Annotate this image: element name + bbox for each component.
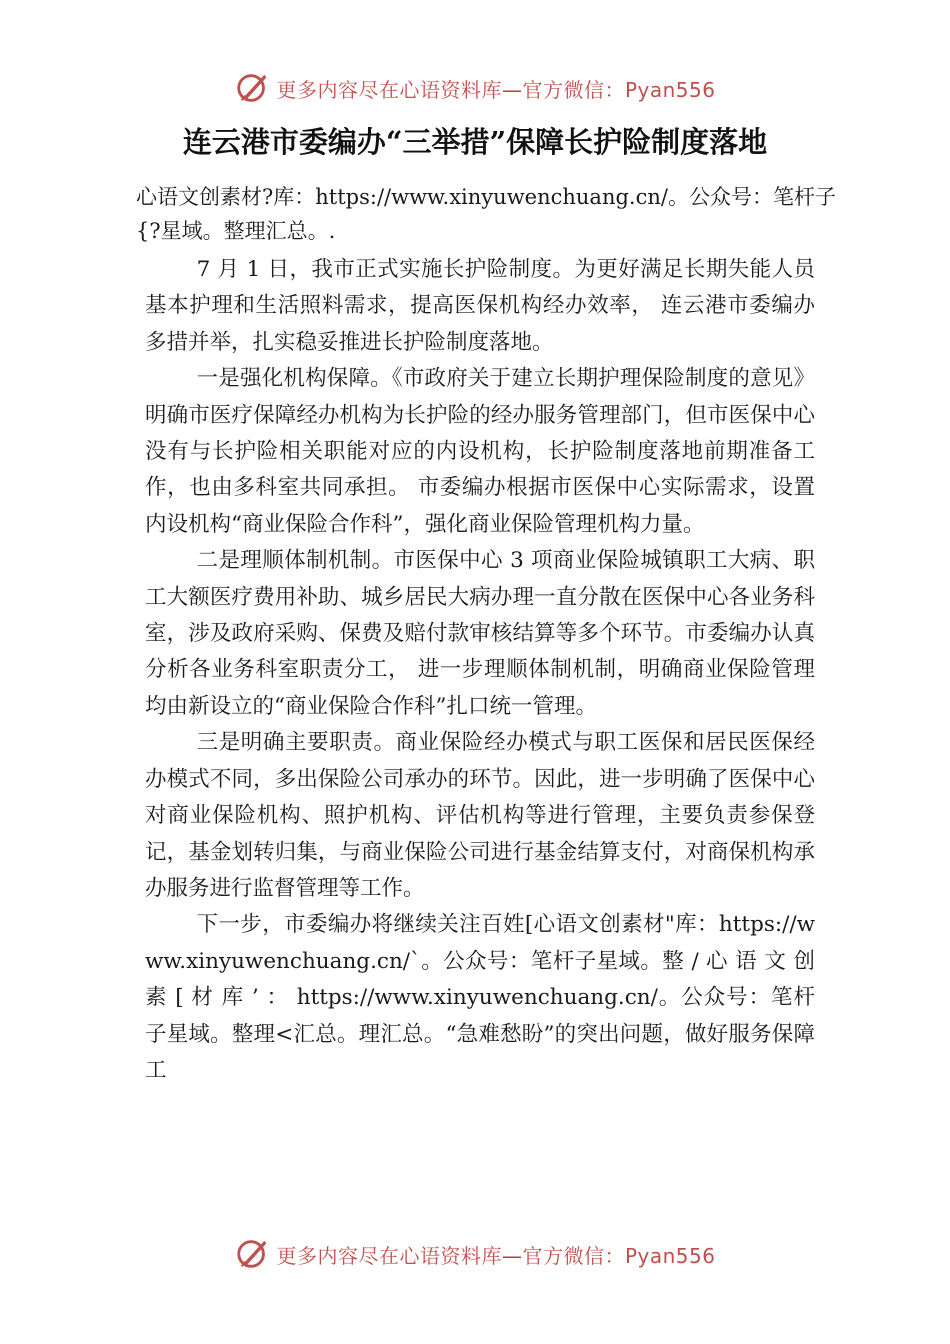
paragraph-intro: 7 月 1 日，我市正式实施长护险制度。为更好满足长期失能人员基本护理和生活照料需求，提高医保机构经办效率， 连云港市委编办多措并举，扎实稳妥推进长护险制度落地。	[145, 257, 815, 355]
article-body	[145, 252, 815, 1089]
paragraph-third-measure: 三是明确主要职责。商业保险经办模式与职工医保和居民医保经办模式不同，多出保险公司承办的环节。因此，进一步明确了医保中心对商业保险机构、照护机构、评估机构等进行管理，主要负责参保登记，基金划转归集，与商业保险公司进行基金结算支付，对商保机构承办服务进行监督管理等工作。	[145, 730, 815, 901]
footer-banner	[0, 1232, 950, 1276]
quill-pen-logo-icon	[234, 1235, 272, 1273]
quill-pen-logo-icon	[234, 69, 272, 107]
document-title: 连云港市委编办“三举措”保障长护险制度落地	[182, 125, 768, 159]
paragraph-next-step: 下一步，市委编办将继续关注百姓[心语文创素材"库：https://www.xinyuwenchuang.cn/`。公众号：笔杆子星域。整 / 心 语 文 创 素 [ 材 库 ’ ： https://www.xinyuwenchuang.cn/。公众号：笔杆子星域。整理<汇总。理汇总。“急难愁盼”的突出问题，做好服务保障工	[145, 912, 815, 1083]
banner-text: 更多内容尽在心语资料库—官方微信：Pyan556	[276, 77, 716, 102]
source-line: 心语文创素材?库：https://www.xinyuwenchuang.cn/。公众号：笔杆子{?星域。整理汇总。.	[136, 185, 836, 243]
header-banner	[0, 66, 950, 110]
paragraph-second-measure: 二是理顺体制机制。市医保中心 3 项商业保险城镇职工大病、职工大额医疗费用补助、城乡居民大病办理一直分散在医保中心各业务科室，涉及政府采购、保费及赔付款审核结算等多个环节。市委编办认真分析各业务科室职责分工， 进一步理顺体制机制，明确商业保险管理均由新设立的“商业保险合作科”扎口统一管理。	[145, 548, 815, 719]
banner-text: 更多内容尽在心语资料库—官方微信：Pyan556	[276, 1243, 716, 1268]
paragraph-first-measure: 一是强化机构保障。《市政府关于建立长期护理保险制度的意见》明确市医疗保障经办机构为长护险的经办服务管理部门，但市医保中心没有与长护险相关职能对应的内设机构，长护险制度落地前期准备工作，也由多科室共同承担。 市委编办根据市医保中心实际需求，设置内设机构“商业保险合作科”，强化商业保险管理机构力量。	[145, 366, 815, 537]
